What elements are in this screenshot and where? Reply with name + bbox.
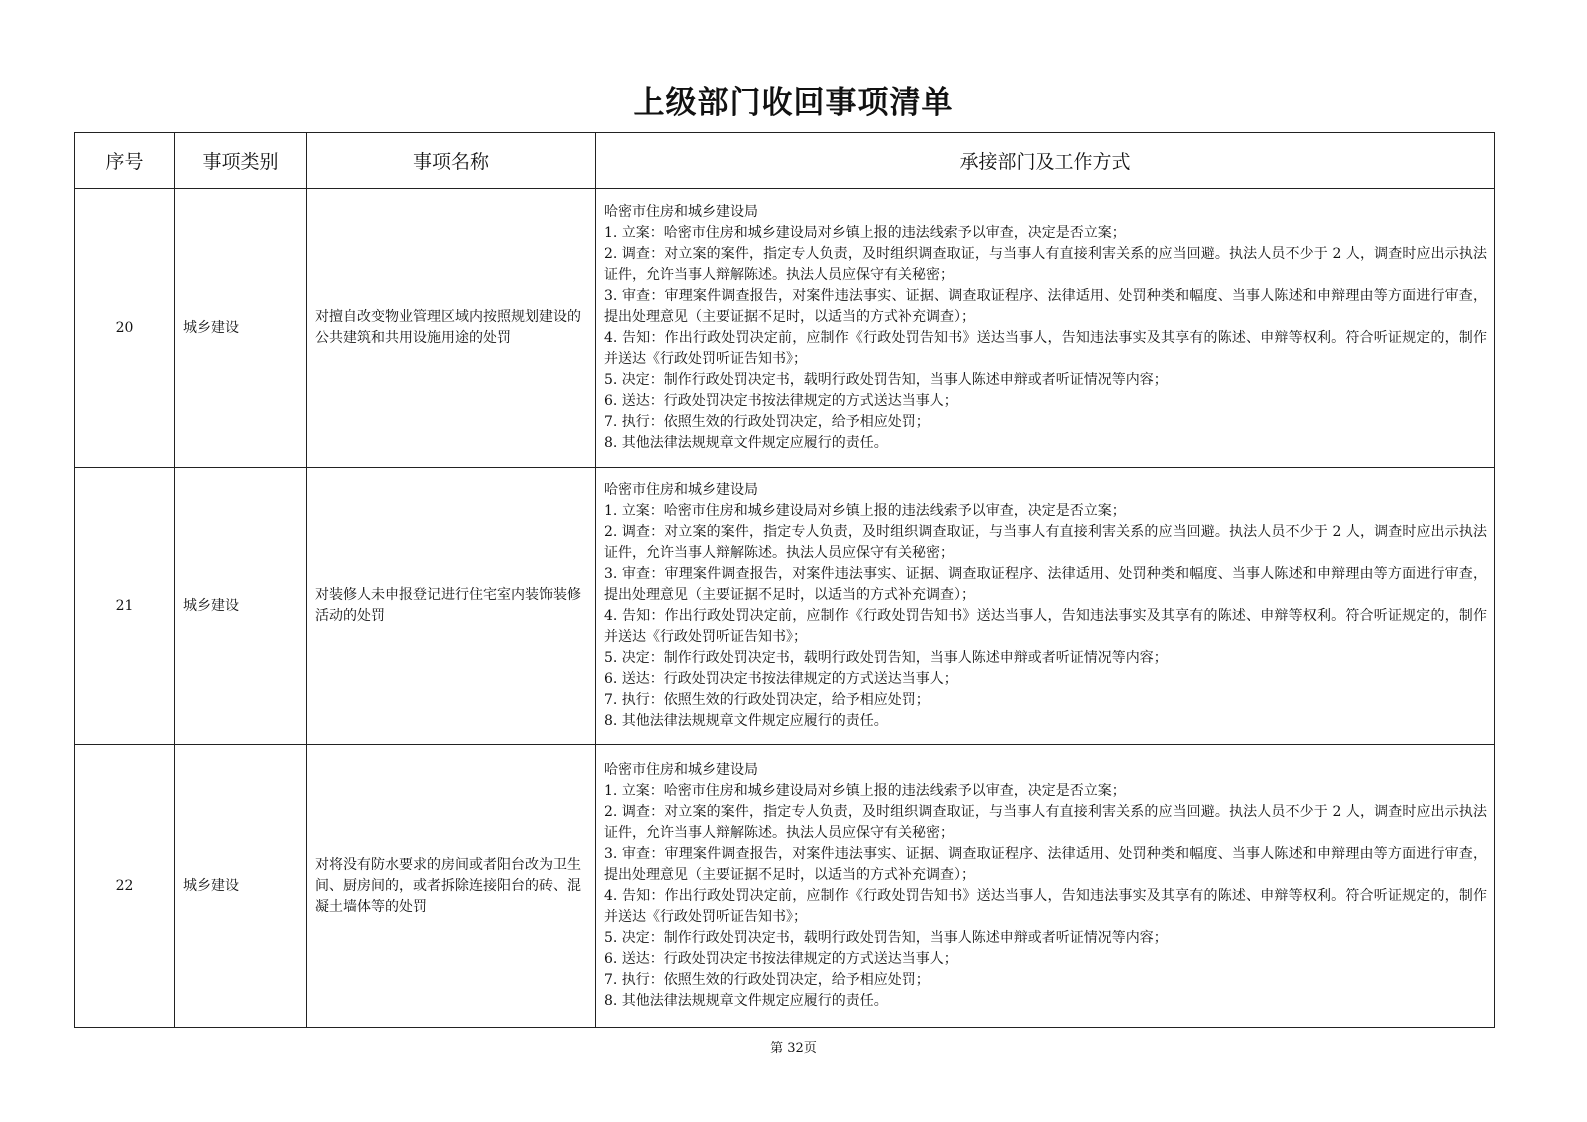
row-category: 城乡建设 [175, 745, 307, 1028]
method-step-8: 8. 其他法律法规规章文件规定应履行的责任。 [604, 435, 888, 451]
row-number: 20 [75, 189, 175, 468]
method-step-2: 2. 调查：对立案的案件，指定专人负责，及时组织调查取证，与当事人有直接利害关系的应当回避。执法人员不少于 2 人，调查时应出示执法证件，允许当事人辩解陈述。执法人员应保守有关秘密； [604, 524, 1487, 561]
row-number: 21 [75, 468, 175, 745]
page-number: 第 32页 [770, 1041, 817, 1056]
table-row [75, 745, 1495, 1028]
method-step-5: 5. 决定：制作行政处罚决定书，载明行政处罚告知，当事人陈述申辩或者听证情况等内容； [604, 650, 1168, 666]
row-method [596, 468, 1495, 745]
method-step-3: 3. 审查：审理案件调查报告，对案件违法事实、证据、调查取证程序、法律适用、处罚种类和幅度、当事人陈述和申辩理由等方面进行审查，提出处理意见（主要证据不足时，以适当的方式补充调查）； [604, 846, 1487, 883]
method-step-2: 2. 调查：对立案的案件，指定专人负责，及时组织调查取证，与当事人有直接利害关系的应当回避。执法人员不少于 2 人，调查时应出示执法证件，允许当事人辩解陈述。执法人员应保守有关秘密； [604, 246, 1487, 283]
matters-table [74, 132, 1495, 1028]
row-method [596, 745, 1495, 1028]
table-row [75, 468, 1495, 745]
method-department: 哈密市住房和城乡建设局 [604, 482, 758, 498]
method-step-4: 4. 告知：作出行政处罚决定前，应制作《行政处罚告知书》送达当事人，告知违法事实及其享有的陈述、申辩等权利。符合听证规定的，制作并送达《行政处罚听证告知书》； [604, 330, 1487, 367]
method-step-8: 8. 其他法律法规规章文件规定应履行的责任。 [604, 713, 888, 729]
method-step-6: 6. 送达：行政处罚决定书按法律规定的方式送达当事人； [604, 393, 958, 409]
table-row [75, 189, 1495, 468]
row-number: 22 [75, 745, 175, 1028]
method-step-7: 7. 执行：依照生效的行政处罚决定，给予相应处罚； [604, 692, 930, 708]
method-step-3: 3. 审查：审理案件调查报告，对案件违法事实、证据、调查取证程序、法律适用、处罚种类和幅度、当事人陈述和申辩理由等方面进行审查，提出处理意见（主要证据不足时，以适当的方式补充调查）； [604, 288, 1487, 325]
method-step-7: 7. 执行：依照生效的行政处罚决定，给予相应处罚； [604, 414, 930, 430]
method-department: 哈密市住房和城乡建设局 [604, 762, 758, 778]
method-department: 哈密市住房和城乡建设局 [604, 204, 758, 220]
method-step-6: 6. 送达：行政处罚决定书按法律规定的方式送达当事人； [604, 951, 958, 967]
method-step-7: 7. 执行：依照生效的行政处罚决定，给予相应处罚； [604, 972, 930, 988]
method-step-2: 2. 调查：对立案的案件，指定专人负责，及时组织调查取证，与当事人有直接利害关系的应当回避。执法人员不少于 2 人，调查时应出示执法证件，允许当事人辩解陈述。执法人员应保守有关秘密； [604, 804, 1487, 841]
method-step-3: 3. 审查：审理案件调查报告，对案件违法事实、证据、调查取证程序、法律适用、处罚种类和幅度、当事人陈述和申辩理由等方面进行审查，提出处理意见（主要证据不足时，以适当的方式补充调查）； [604, 566, 1487, 603]
method-step-1: 1. 立案：哈密市住房和城乡建设局对乡镇上报的违法线索予以审查，决定是否立案； [604, 225, 1126, 241]
method-step-6: 6. 送达：行政处罚决定书按法律规定的方式送达当事人； [604, 671, 958, 687]
method-step-4: 4. 告知：作出行政处罚决定前，应制作《行政处罚告知书》送达当事人，告知违法事实及其享有的陈述、申辩等权利。符合听证规定的，制作并送达《行政处罚听证告知书》； [604, 608, 1487, 645]
header-method: 承接部门及工作方式 [596, 133, 1495, 189]
method-step-8: 8. 其他法律法规规章文件规定应履行的责任。 [604, 993, 888, 1009]
row-matter-name: 对将没有防水要求的房间或者阳台改为卫生间、厨房间的，或者拆除连接阳台的砖、混凝土墙体等的处罚 [307, 745, 596, 1028]
row-matter-name: 对装修人未申报登记进行住宅室内装饰装修活动的处罚 [307, 468, 596, 745]
method-step-1: 1. 立案：哈密市住房和城乡建设局对乡镇上报的违法线索予以审查，决定是否立案； [604, 503, 1126, 519]
header-no: 序号 [75, 133, 175, 189]
method-step-5: 5. 决定：制作行政处罚决定书，载明行政处罚告知，当事人陈述申辩或者听证情况等内容； [604, 930, 1168, 946]
row-category: 城乡建设 [175, 189, 307, 468]
row-category: 城乡建设 [175, 468, 307, 745]
header-name: 事项名称 [307, 133, 596, 189]
row-matter-name: 对擅自改变物业管理区域内按照规划建设的公共建筑和共用设施用途的处罚 [307, 189, 596, 468]
method-step-5: 5. 决定：制作行政处罚决定书，载明行政处罚告知，当事人陈述申辩或者听证情况等内容； [604, 372, 1168, 388]
page-title: 上级部门收回事项清单 [633, 85, 954, 121]
table-header-row [75, 133, 1495, 189]
row-method [596, 189, 1495, 468]
method-step-1: 1. 立案：哈密市住房和城乡建设局对乡镇上报的违法线索予以审查，决定是否立案； [604, 783, 1126, 799]
header-category: 事项类别 [175, 133, 307, 189]
method-step-4: 4. 告知：作出行政处罚决定前，应制作《行政处罚告知书》送达当事人，告知违法事实及其享有的陈述、申辩等权利。符合听证规定的，制作并送达《行政处罚听证告知书》； [604, 888, 1487, 925]
